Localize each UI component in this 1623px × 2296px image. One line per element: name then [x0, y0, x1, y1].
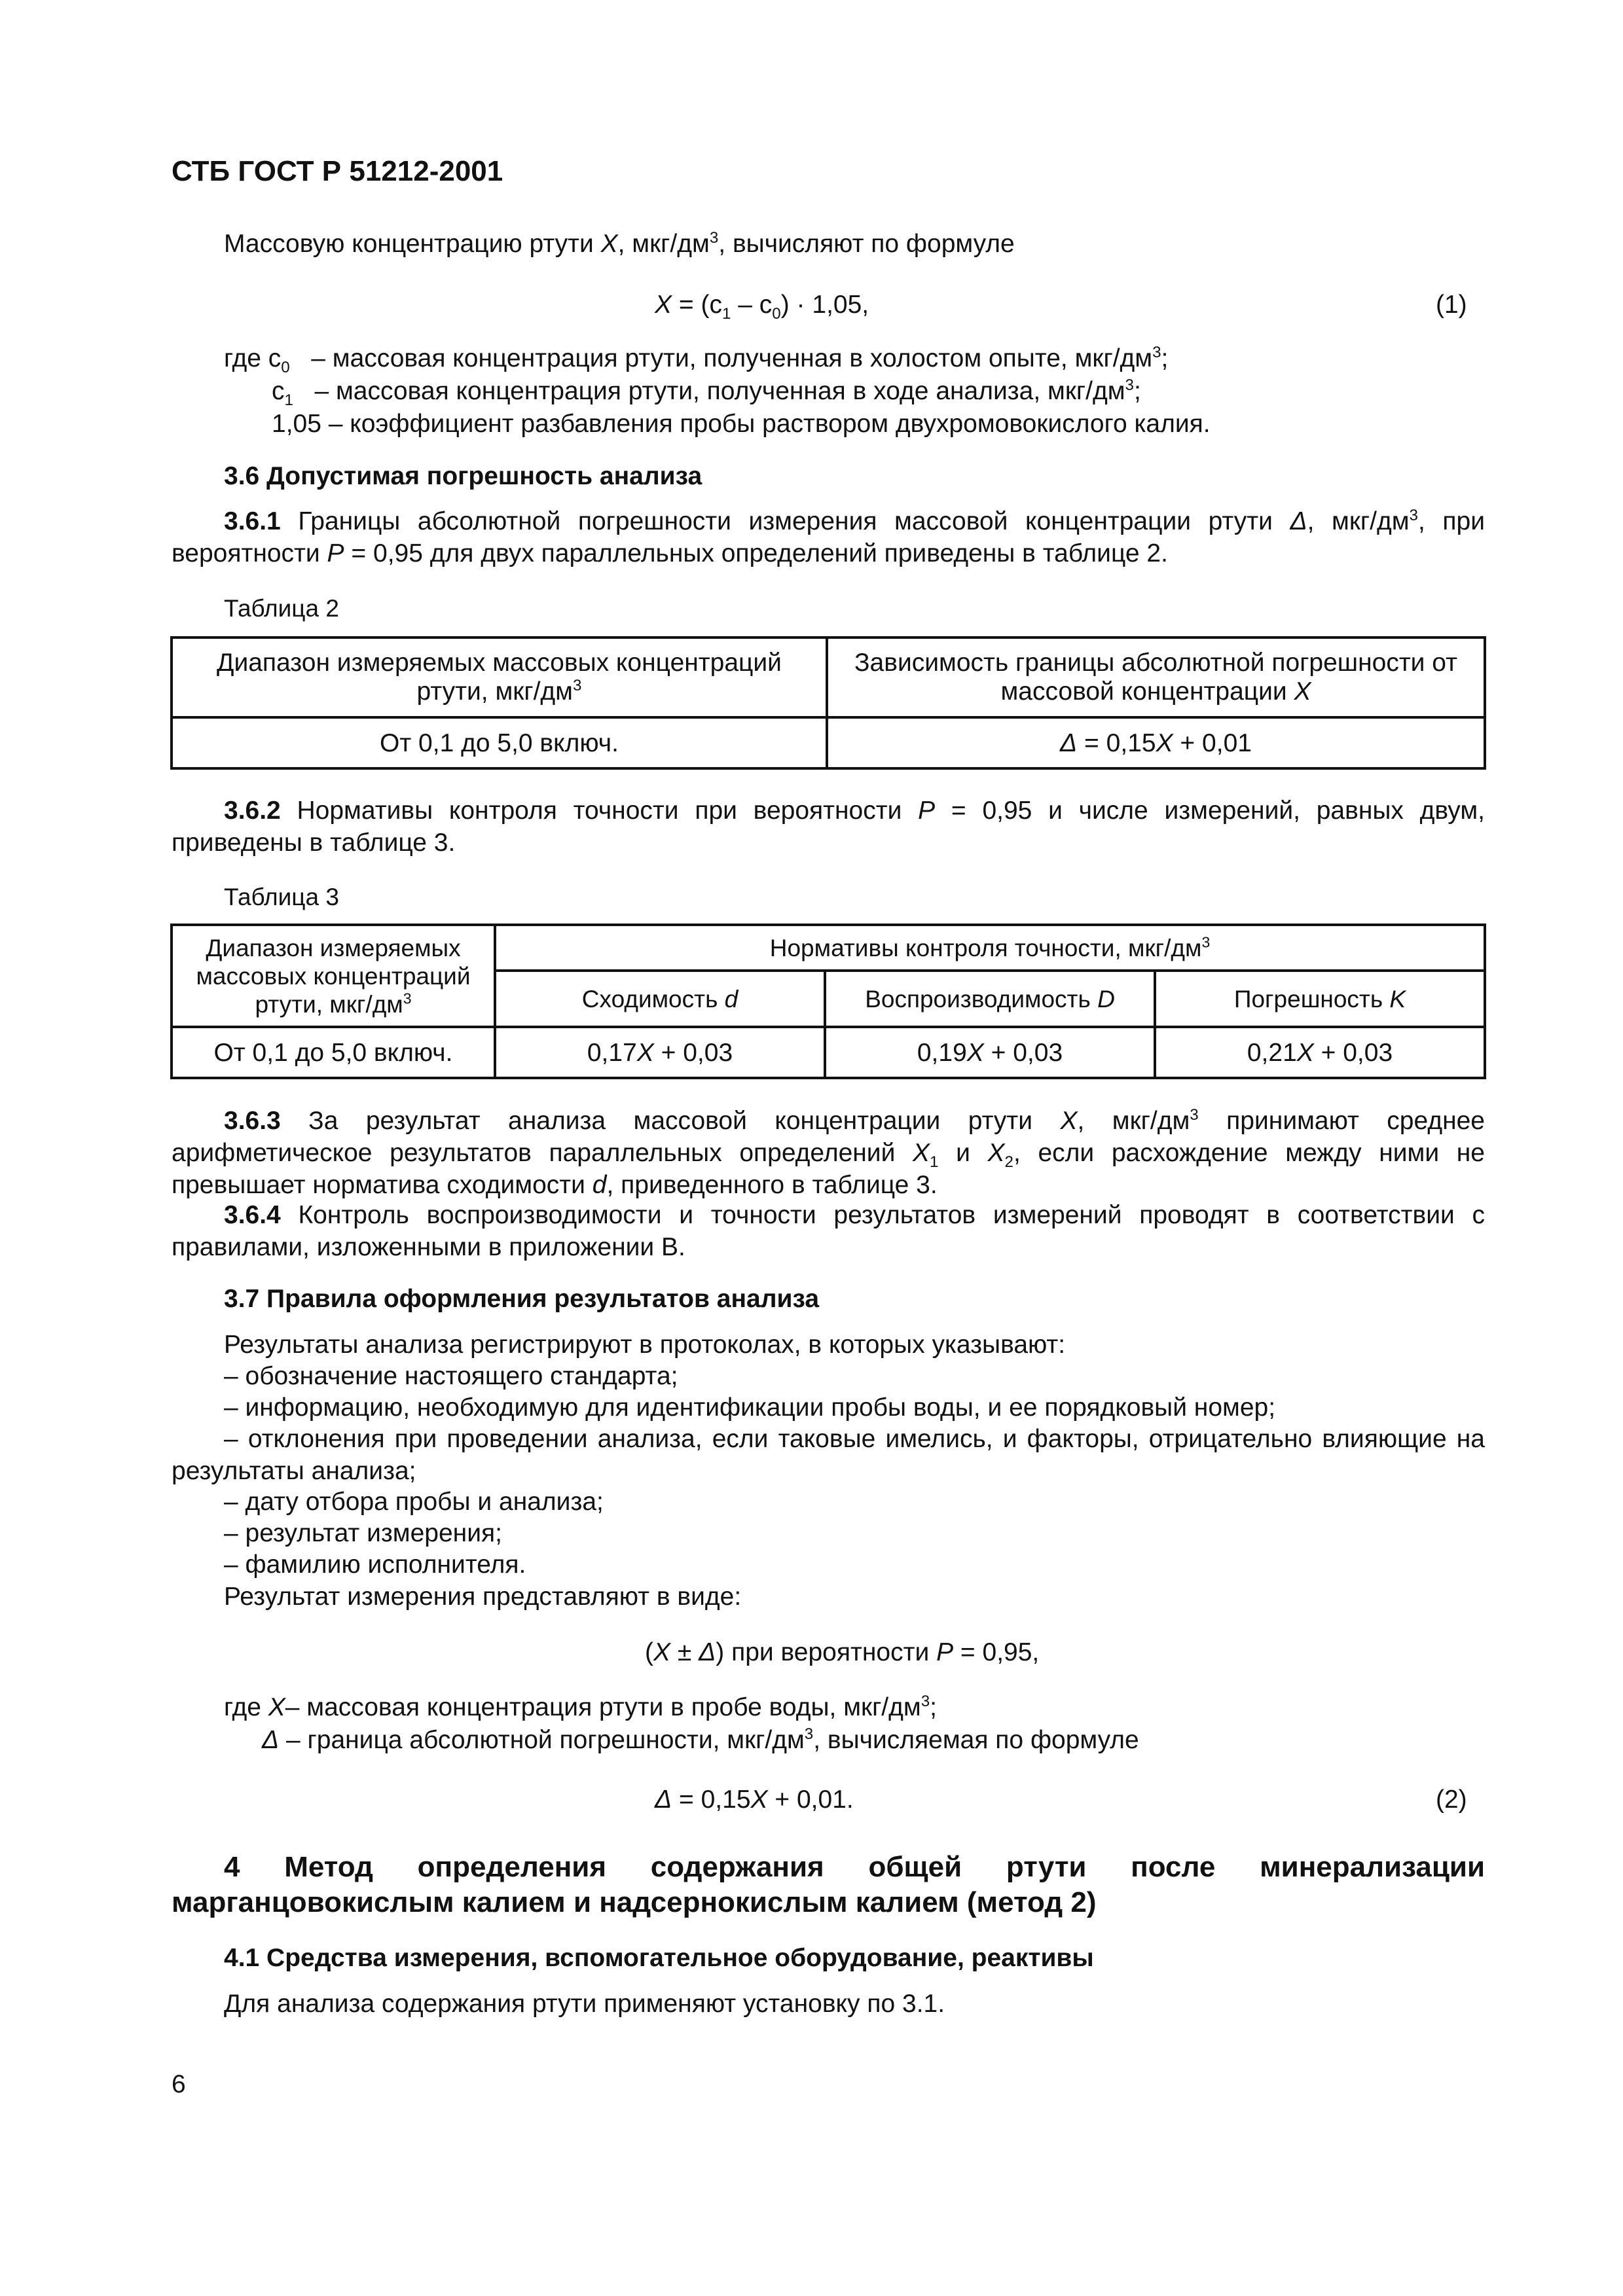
section-3-6-4: 3.6.4 Контроль воспроизводимости и точности результатов измерений проводят в соответствии с правилами, изложенными в приложении В.	[172, 1201, 1485, 1261]
formula-1-number: (1)	[1436, 291, 1467, 319]
where-c1: $c_1$ – массовая концентрация ртути, полученная в ходе анализа, мкг/$дм^3$;	[272, 376, 1141, 409]
table-2-cell-range: От 0,1 до 5,0 включ.	[172, 717, 827, 768]
formula-1: $X = (c_1 - c_0) \cdot 1,05$,	[655, 291, 869, 323]
document-code: СТБ ГОСТ Р 51212-2001	[172, 155, 503, 187]
list-item: – дату отбора пробы и анализа;	[224, 1488, 604, 1516]
formula-2: Δ = 0,15X + 0,01.	[655, 1785, 854, 1814]
section-3-7-lead: Результаты анализа регистрируют в протоколах, в которых указывают:	[224, 1331, 1066, 1359]
table-3-cell-range: От 0,1 до 5,0 включ.	[172, 1027, 495, 1078]
list-item: – результат измерения;	[224, 1519, 502, 1547]
table-2	[170, 636, 1486, 770]
formula-2-number: (2)	[1436, 1785, 1467, 1814]
section-4-1-text: Для анализа содержания ртути применяют установку по 3.1.	[224, 1990, 945, 2018]
section-3-6-2: 3.6.2 Нормативы контроля точности при вероятности P = 0,95 и числе измерений, равных двум, приведены в таблице 3.	[172, 797, 1486, 857]
list-item: – фамилию исполнителя.	[224, 1551, 526, 1579]
result-expression: (X ± Δ) при вероятности P = 0,95,	[645, 1638, 1040, 1666]
table-3-header-repeatability: Сходимость d	[495, 971, 825, 1027]
result-lead: Результат измерения представляют в виде:	[224, 1583, 742, 1611]
section-4-1-title: 4.1 Средства измерения, вспомогательное оборудование, реактивы	[224, 1944, 1094, 1972]
table-2-header-range: Диапазон измеряемых массовых концентраций ртути, мкг/$дм^3$	[172, 637, 827, 717]
table-3-header-reproducibility: Воспроизводимость D	[825, 971, 1155, 1027]
table-2-caption: Таблица 2	[224, 595, 339, 622]
table-3-header-group: Нормативы контроля точности, мкг/$дм^3$	[495, 925, 1485, 971]
table-2-cell-formula: Δ = 0,15X + 0,01	[827, 717, 1485, 768]
where-coefficient: 1,05 – коэффициент разбавления пробы раствором двухромовокислого калия.	[272, 410, 1211, 438]
table-3-header-error: Погрешность K	[1155, 971, 1485, 1027]
table-3-header-range: Диапазон измеряемых массовых концентраций ртути, мкг/$дм^3$	[172, 925, 495, 1027]
section-4-title: 4 Метод определения содержания общей ртути после минерализации марганцовокислым калием и надсернокислым калием (метод 2)	[172, 1851, 1485, 1918]
intro-text: Массовую концентрацию ртути X, мкг/$дм^3$, вычисляют по формуле	[224, 229, 1015, 258]
table-2-header-dependency: Зависимость границы абсолютной погрешности от массовой концентрации X	[827, 637, 1485, 717]
section-3-6-3: 3.6.3 За результат анализа массовой концентрации ртути X, мкг/$дм^3$ принимают среднее арифметическое результатов параллельных определений $X_1$ и $X_2$, если расхождение между ними не превышает норматива сходимости d, приведенного в таблице 3.	[172, 1106, 1485, 1199]
section-3-6-title: 3.6 Допустимая погрешность анализа	[224, 462, 702, 490]
list-item: – информацию, необходимую для идентификации пробы воды, и ее порядковый номер;	[224, 1393, 1276, 1422]
page-number: 6	[172, 2070, 186, 2098]
list-item: – отклонения при проведении анализа, если таковые имелись, и факторы, отрицательно влияющие на результаты анализа;	[172, 1425, 1485, 1485]
table-3-cell-error: 0,21X + 0,03	[1155, 1027, 1485, 1078]
where-delta: Δ – граница абсолютной погрешности, мкг/$дм^3$, вычисляемая по формуле	[262, 1725, 1139, 1754]
table-3-caption: Таблица 3	[224, 884, 339, 910]
table-3-cell-repeatability: 0,17X + 0,03	[495, 1027, 825, 1078]
where-c0: где $c_0$ – массовая концентрация ртути, полученная в холостом опыте, мкг/$дм^3$;	[224, 344, 1169, 376]
table-3	[170, 924, 1486, 1079]
section-3-6-1: 3.6.1 Границы абсолютной погрешности измерения массовой концентрации ртути Δ, мкг/$дм^3$, при вероятности P = 0,95 для двух параллельных определений приведены в таблице 2.	[172, 507, 1486, 567]
section-3-7-title: 3.7 Правила оформления результатов анализа	[224, 1285, 820, 1313]
list-item: – обозначение настоящего стандарта;	[224, 1362, 678, 1390]
where-x: где X– массовая концентрация ртути в пробе воды, мкг/$дм^3$;	[224, 1693, 938, 1721]
table-3-cell-reproducibility: 0,19X + 0,03	[825, 1027, 1155, 1078]
